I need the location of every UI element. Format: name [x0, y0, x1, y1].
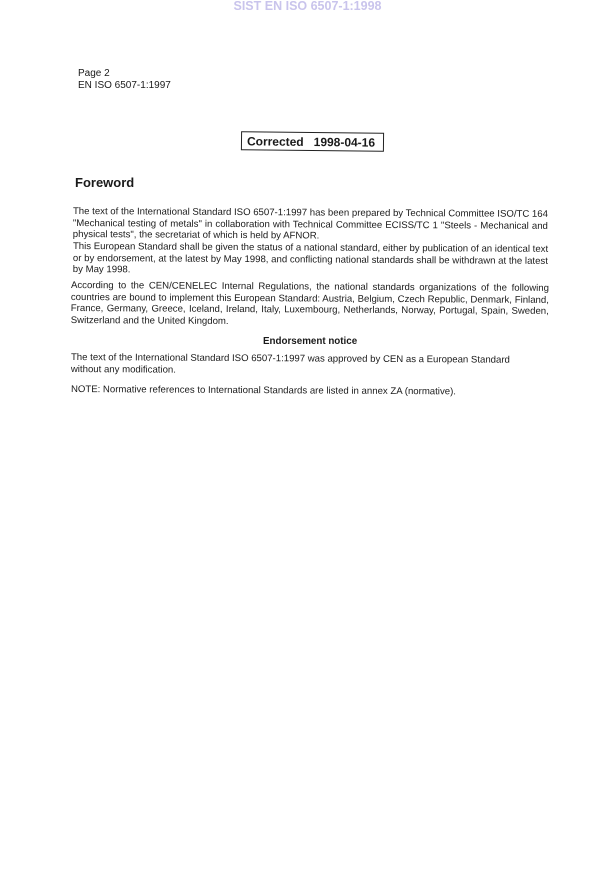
- text-line: The text of the International Standard ISO 6507-1:1997 has been prepared by Technical Committee ISO/TC 164: [72, 206, 548, 220]
- text-line: by May 1998.: [72, 264, 131, 276]
- watermark: SIST EN ISO 6507-1:1998: [233, 0, 382, 13]
- foreword-paragraph-1: [73, 206, 548, 244]
- text-line: This European Standard shall be given the status of a national standard, either by publication of an identical text: [72, 241, 549, 255]
- stamp-label: Corrected: [246, 134, 304, 149]
- text-line: or by endorsement, at the latest by May 1998, and conflicting national standards shall be withdrawn at the latest: [72, 252, 548, 267]
- text-line: without any modification.: [70, 363, 176, 376]
- foreword-heading: Foreword: [75, 175, 135, 190]
- text-line: NOTE: Normative references to International Standards are listed in annex ZA (normative).: [70, 384, 456, 398]
- text-line: countries are bound to implement this European Standard: Austria, Belgium, Czech Republic, Denmark, Finland,: [70, 291, 549, 306]
- text-line: Switzerland and the United Kingdom.: [70, 314, 229, 327]
- text-line: "Mechanical testing of metals" in collaboration with Technical Committee ECISS/TC 1 "Steels - Mechanical and: [72, 217, 548, 232]
- stamp-date: 1998-04-16: [313, 135, 376, 150]
- text-line: physical tests", the secretariat of which is held by AFNOR.: [72, 229, 320, 242]
- endorsement-text: [71, 352, 546, 378]
- text-line: The text of the International Standard ISO 6507-1:1997 was approved by CEN as a European Standard: [70, 352, 510, 366]
- text-line: France, Germany, Greece, Iceland, Ireland, Italy, Luxembourg, Netherlands, Norway, Portugal, Spain, Sweden,: [70, 303, 549, 318]
- endorsement-heading: Endorsement notice: [263, 336, 358, 347]
- correction-stamp: [241, 131, 384, 151]
- document-id: EN ISO 6507-1:1997: [78, 80, 171, 91]
- text-line: According to the CEN/CENELEC Internal Regulations, the national standards organizations of the following: [70, 280, 549, 294]
- foreword-paragraph-2: [73, 241, 548, 279]
- normative-note: [71, 384, 546, 398]
- page-number: Page 2: [78, 68, 110, 79]
- foreword-paragraph-3: [71, 280, 549, 329]
